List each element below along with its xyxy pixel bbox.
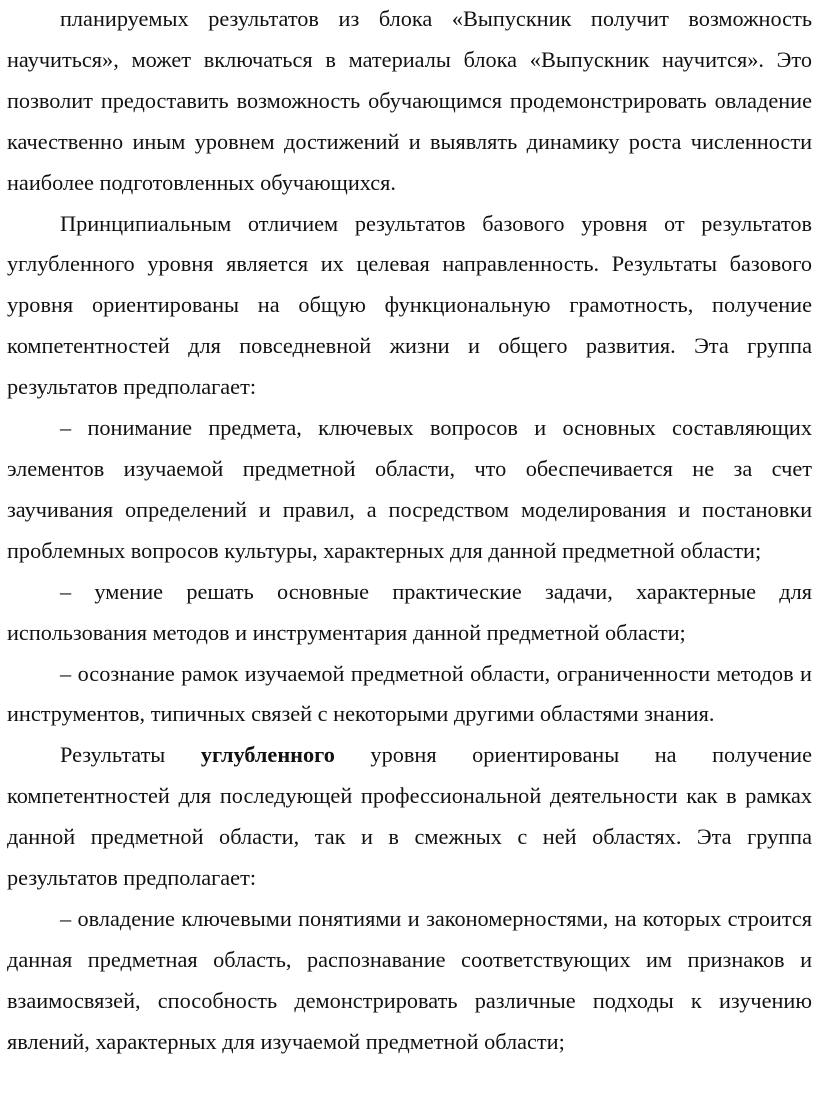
paragraph-basic-vs-advanced: Принципиальным отличием результатов базового уровня от результатов углубленного уровня является их целевая направленность. Результаты базового уровня ориентированы на общую функциональную грамотность, получение компетентностей для повседневной жизни и общего развития. Эта группа результатов предполагает: xyxy=(7,210,812,400)
list-item-mastery: – овладение ключевыми понятиями и закономерностями, на которых строится данная предметная область, распознавание соответствующих им признаков и взаимосвязей, способность демонстрировать различные подходы к изучению явлений, характерных для изучаемой предметной области; xyxy=(7,905,812,1054)
list-item-awareness: – осознание рамок изучаемой предметной области, ограниченности методов и инструментов, типичных связей с некоторыми другими областями знания. xyxy=(7,660,812,727)
paragraph-advanced-results xyxy=(7,735,812,899)
list-item-skills: – умение решать основные практические задачи, характерные для использования методов и инструментария данной предметной области; xyxy=(7,578,812,645)
advanced-text-after: уровня ориентированы на получение компетентностей для последующей профессиональной деятельности как в рамках данной предметной области, так и в смежных с ней областях. Эта группа результатов предполагает: xyxy=(7,742,813,891)
advanced-text-before: Результаты xyxy=(60,742,201,768)
paragraph-continuation: планируемых результатов из блока «Выпускник получит возможность научиться», может включаться в материалы блока «Выпускник научится». Это позволит предоставить возможность обучающимся продемонстрировать овладение качественно иным уровнем достижений и выявлять динамику роста численности наиболее подготовленных обучающихся. xyxy=(7,6,812,195)
list-item-understanding: – понимание предмета, ключевых вопросов и основных составляющих элементов изучаемой предметной области, что обеспечивается не за счет заучивания определений и правил, а посредством моделирования и постановки проблемных вопросов культуры, характерных для данной предметной области; xyxy=(7,415,812,563)
document-page xyxy=(7,0,812,1063)
advanced-bold-term: углубленного xyxy=(200,742,335,768)
